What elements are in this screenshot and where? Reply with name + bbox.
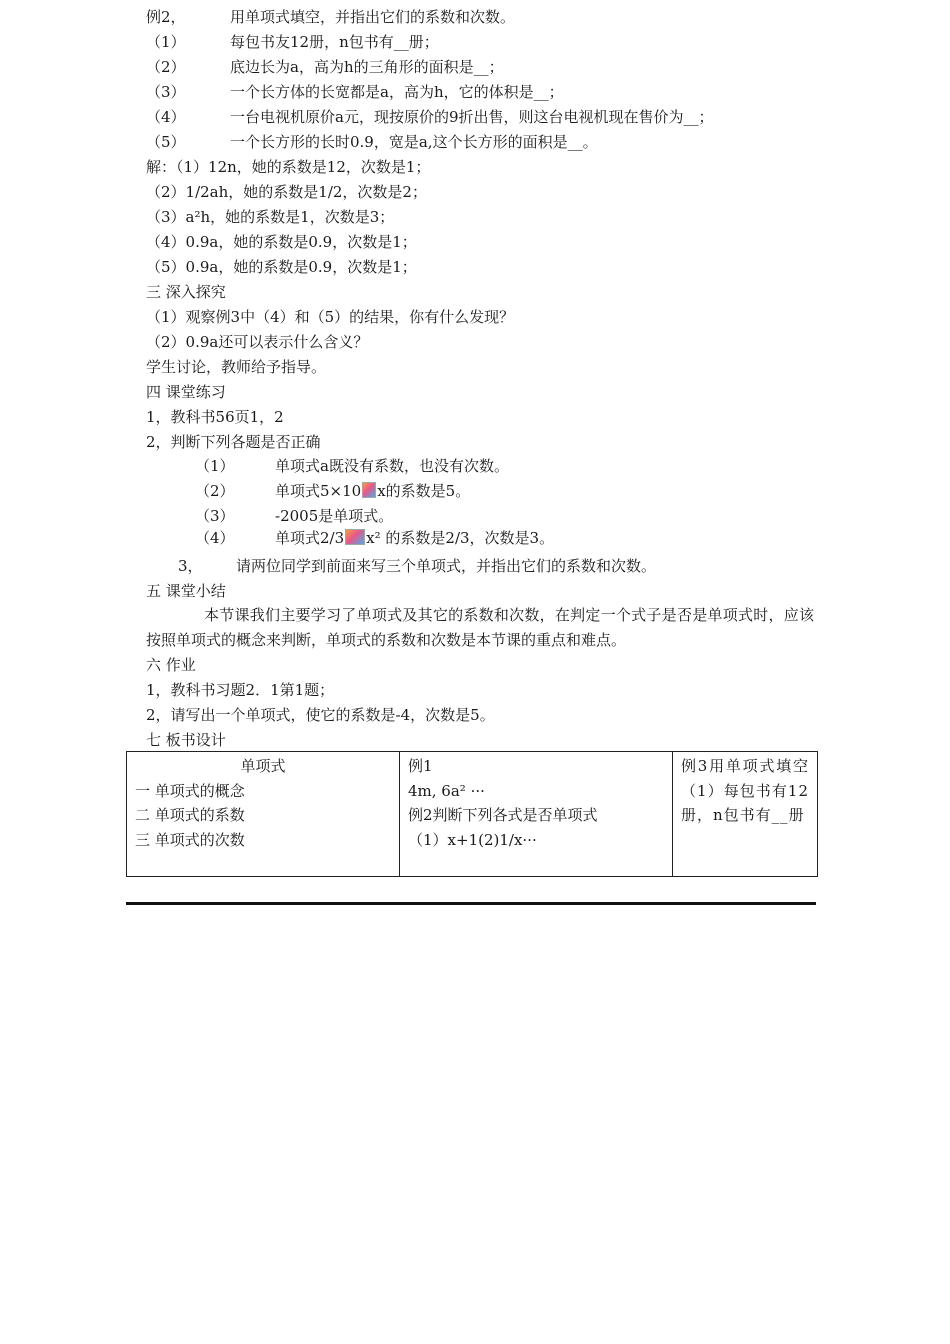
item-text-pre: 单项式5×10 [275,482,362,500]
example2-header [146,7,515,27]
item-number: （5） [146,133,186,151]
solution-line: （3）a²h，她的系数是1，次数是3； [146,208,395,226]
board-line: 一 单项式的概念 [135,781,245,800]
board-column-2 [400,752,673,877]
item-number: 3， [178,557,203,575]
solution-line: 解：（1）12n，她的系数是12，次数是1； [146,158,431,176]
exercise-line: 1，教科书56页1，2 [146,408,284,426]
example2-label: 例2， [146,8,186,26]
board-line: 例2判断下列各式是否单项式 [408,806,598,824]
example2-item [146,32,439,52]
board-line: 二 单项式的系数 [135,806,245,824]
example2-item [146,57,504,77]
item-text: 请两位同学到前面来写三个单项式，并指出它们的系数和次数。 [236,557,657,575]
section-heading: 六 作业 [146,656,196,674]
horizontal-divider [126,902,816,905]
item-number: （2） [195,482,235,500]
summary-paragraph: 本节课我们主要学习了单项式及其它的系数和次数，在判定一个式子是否是单项式时，应该按照单项式的概念来判断，单项式的系数和次数是本节课的重点和难点。 [146,606,814,649]
equation-image-icon [362,482,376,498]
section-heading: 七 板书设计 [146,731,226,749]
example2-item [146,107,714,127]
item-number: （1） [195,457,235,475]
solution-line: （5）0.9a，她的系数是0.9，次数是1； [146,258,417,276]
board-text: 例3用单项式填空（1）每包书有12册，n包书有__册 [681,757,809,824]
homework-line: 1，教科书习题2．1第1题； [146,681,335,699]
board-heading: 单项式 [240,757,286,775]
board-line: （1）x+1(2)1/x··· [408,830,537,849]
section-heading: 五 课堂小结 [146,582,226,600]
board-column-1 [127,752,400,877]
section-line: （2）0.9a还可以表示什么含义？ [146,333,369,351]
item-text-pre: 单项式2/3 [275,529,345,547]
item-number: （1） [146,33,186,51]
item-number: （3） [195,507,235,525]
equation-image-icon [345,529,365,545]
judge-item [195,528,554,548]
example2-item [146,132,598,152]
exercise-item-3 [178,556,656,576]
exercise-line: 2，判断下列各题是否正确 [146,433,321,451]
item-number: （2） [146,58,186,76]
judge-item [195,481,470,501]
item-text: 一个长方形的长时0.9，宽是a,这个长方形的面积是__。 [230,133,598,151]
board-design-table [126,751,818,877]
item-text: 单项式a既没有系数，也没有次数。 [275,457,509,475]
solution-line: （4）0.9a，她的系数是0.9，次数是1； [146,233,417,251]
item-text: -2005是单项式。 [275,507,394,525]
example2-item [146,82,564,102]
item-text-post: x的系数是5。 [377,482,471,500]
item-number: （4） [146,108,186,126]
solution-line: （2）1/2ah，她的系数是1/2，次数是2； [146,183,427,201]
item-text: 一台电视机原价a元，现按原价的9折出售，则这台电视机现在售价为__； [230,108,714,126]
item-text-post: x² 的系数是2/3，次数是3。 [366,529,555,547]
board-column-3 [673,752,818,877]
judge-item [195,506,393,526]
item-text: 一个长方体的长宽都是a，高为h，它的体积是__； [230,83,564,101]
board-line: 三 单项式的次数 [135,830,245,849]
item-number: （4） [195,529,235,547]
item-text: 每包书友12册，n包书有__册； [230,33,439,51]
board-line: 4m, 6a² ··· [408,781,485,800]
judge-item [195,456,509,476]
section-line: 学生讨论，教师给予指导。 [146,358,327,376]
board-line: 例1 [408,757,433,775]
section-heading: 三 深入探究 [146,283,226,301]
item-text: 底边长为a，高为h的三角形的面积是__； [230,58,504,76]
section-heading: 四 课堂练习 [146,383,226,401]
section-line: （1）观察例3中（4）和（5）的结果，你有什么发现？ [146,308,515,326]
table-row [127,752,818,877]
homework-line: 2，请写出一个单项式，使它的系数是-4，次数是5。 [146,706,495,724]
item-number: （3） [146,83,186,101]
example2-header-text: 用单项式填空，并指出它们的系数和次数。 [230,8,516,26]
